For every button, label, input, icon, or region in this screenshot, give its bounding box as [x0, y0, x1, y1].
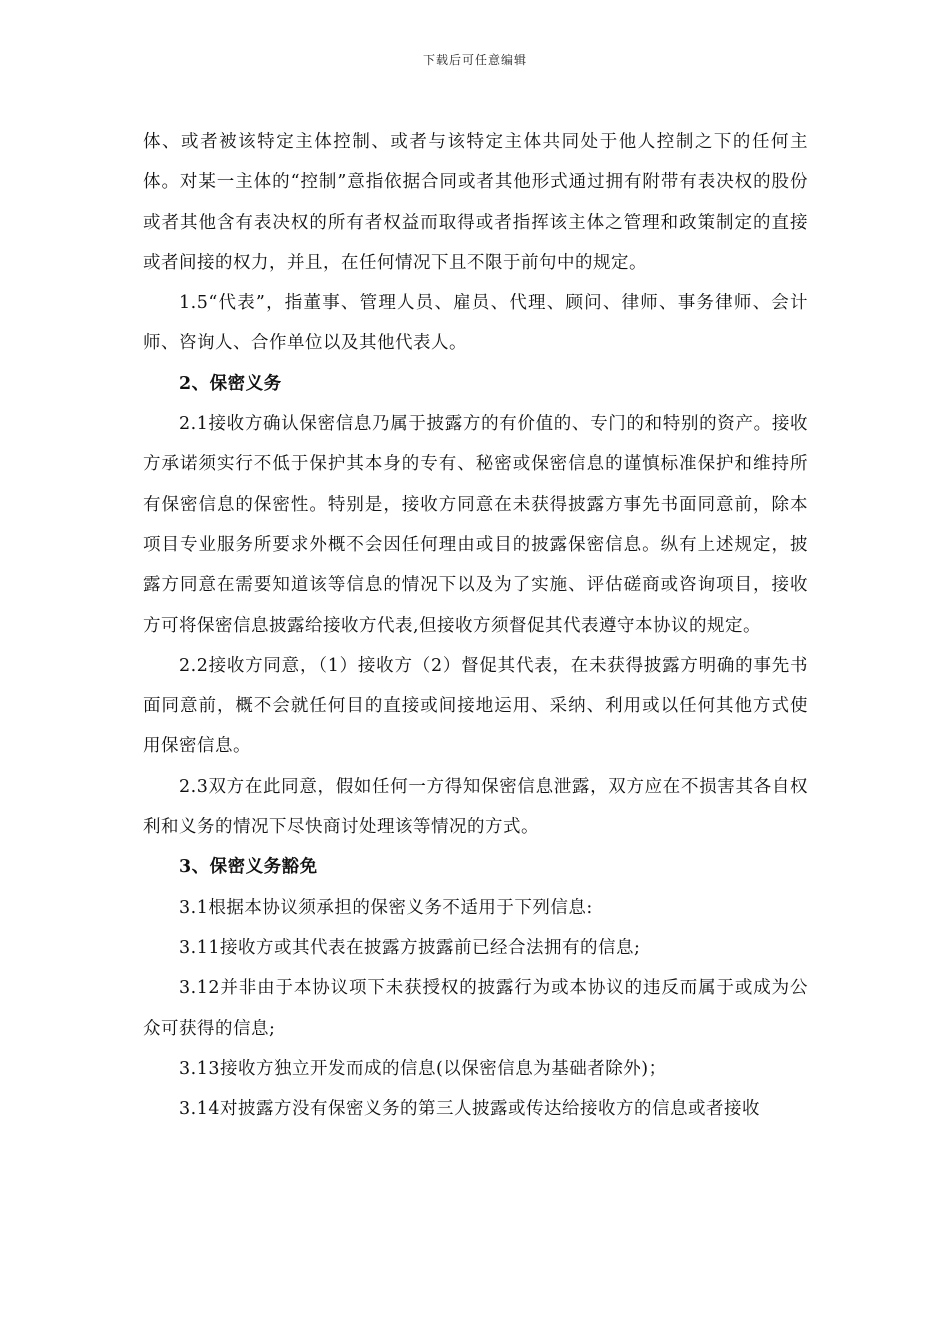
paragraph-2-1: 2.1接收方确认保密信息乃属于披露方的有价值的、专门的和特别的资产。接收方承诺须实行不低于保护其本身的专有、秘密或保密信息的谨慎标准保护和维持所有保密信息的保密性。特别是，接收方同意在未获得披露方事先书面同意前，除本项目专业服务所要求外概不会因任何理由或目的披露保密信息。纵有上述规定，披露方同意在需要知道该等信息的情况下以及为了实施、评估磋商或咨询项目，接收方可将保密信息披露给接收方代表,但接收方须督促其代表遵守本协议的规定。 — [143, 414, 808, 636]
paragraph-3-1: 3.1根据本协议须承担的保密义务不适用于下列信息: — [179, 897, 593, 918]
paragraph-2-2: 2.2接收方同意，（1）接收方（2）督促其代表，在未获得披露方明确的事先书面同意前，概不会就任何目的直接或间接地运用、采纳、利用或以任何其他方式使用保密信息。 — [143, 655, 808, 757]
paragraph-1-5: 1.5“代表”，指董事、管理人员、雇员、代理、顾问、律师、事务律师、会计师、咨询人、合作单位以及其他代表人。 — [143, 293, 808, 354]
paragraph-2-3: 2.3双方在此同意，假如任何一方得知保密信息泄露，双方应在不损害其各自权利和义务的情况下尽快商讨处理该等情况的方式。 — [143, 776, 808, 838]
page-header: 下载后可任意编辑 — [422, 53, 527, 67]
section-heading-3: 3、保密义务豁免 — [179, 857, 318, 878]
paragraph-3-12: 3.12并非由于本协议项下未获授权的披露行为或本协议的违反而属于或成为公众可获得的信息; — [143, 978, 808, 1039]
section-heading-2: 2、保密义务 — [179, 373, 282, 394]
document-body — [143, 122, 808, 1129]
paragraph-3-11: 3.11接收方或其代表在披露方披露前已经合法拥有的信息; — [179, 937, 641, 958]
paragraph-3-14: 3.14对披露方没有保密义务的第三人披露或传达给接收方的信息或者接收 — [179, 1099, 760, 1120]
paragraph-continued: 体、或者被该特定主体控制、或者与该特定主体共同处于他人控制之下的任何主体。对某一主体的“控制”意指依据合同或者其他形式通过拥有附带有表决权的股份或者其他含有表决权的所有者权益而取得或者指挥该主体之管理和政策制定的直接或者间接的权力，并且，在任何情况下且不限于前句中的规定。 — [143, 132, 808, 273]
paragraph-3-13: 3.13接收方独立开发而成的信息(以保密信息为基础者除外)； — [179, 1058, 667, 1079]
